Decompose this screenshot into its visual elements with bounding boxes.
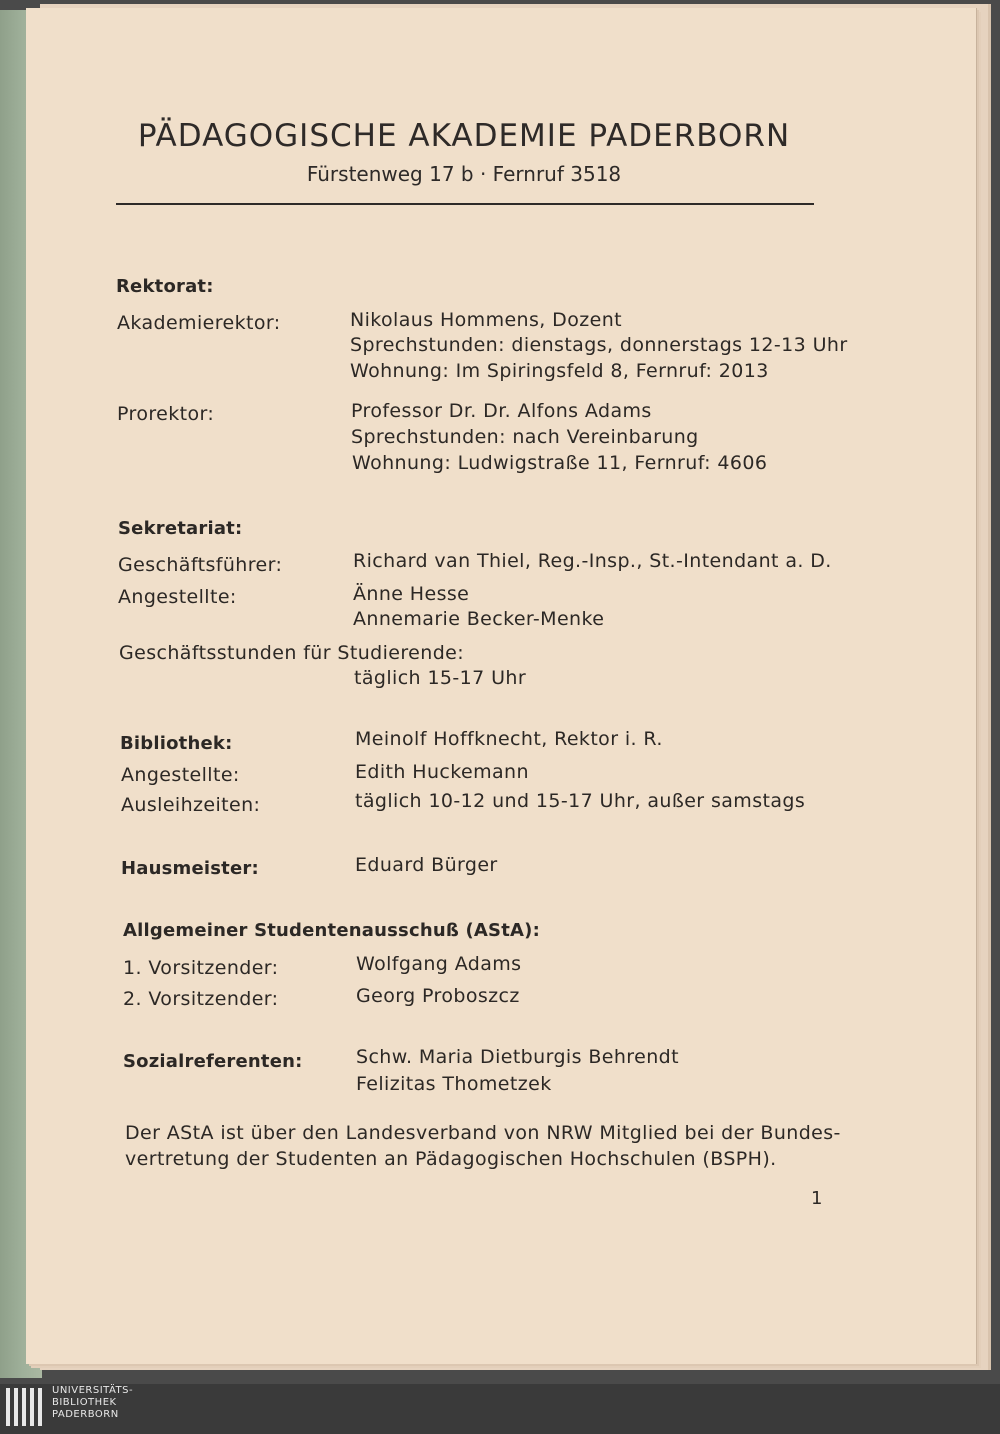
section-heading-sekretariat: Sekretariat: <box>118 518 243 539</box>
label-akademierektor: Akademierektor: <box>117 312 281 334</box>
section-heading-hausmeister: Hausmeister: <box>121 858 259 879</box>
library-logo-icon <box>6 1388 46 1428</box>
document-page <box>26 8 976 1364</box>
label-ausleihzeiten: Ausleihzeiten: <box>121 794 261 816</box>
label-sekretariat-angestellte: Angestellte: <box>118 586 237 608</box>
geschaeftsstunden-value: täglich 15-17 Uhr <box>354 667 527 689</box>
vorsitzender-2-value: Georg Proboszcz <box>356 985 520 1007</box>
label-bibliothek-angestellte: Angestellte: <box>121 764 240 786</box>
label-prorektor: Prorektor: <box>117 403 215 425</box>
akademierektor-hours: Sprechstunden: dienstags, donnerstags 12-13 Uhr <box>350 334 848 356</box>
bibliothek-angestellte-value: Edith Huckemann <box>355 761 529 783</box>
logo-line-2: BIBLIOTHEK <box>52 1397 117 1408</box>
label-geschaeftsstunden: Geschäftsstunden für Studierende: <box>119 642 465 664</box>
vorsitzender-1-value: Wolfgang Adams <box>356 953 522 975</box>
library-logo-text <box>52 1385 133 1421</box>
prorektor-address: Wohnung: Ludwigstraße 11, Fernruf: 4606 <box>352 452 768 474</box>
geschaeftsfuehrer-value: Richard van Thiel, Reg.-Insp., St.-Intendant a. D. <box>353 550 832 572</box>
section-heading-bibliothek: Bibliothek: <box>120 733 233 754</box>
section-heading-asta: Allgemeiner Studentenausschuß (AStA): <box>123 920 540 941</box>
ausleihzeiten-value: täglich 10-12 und 15-17 Uhr, außer samstags <box>355 790 806 812</box>
note-line-2: vertretung der Studenten an Pädagogischen Hochschulen (BSPH). <box>125 1148 777 1170</box>
logo-line-3: PADERBORN <box>52 1409 119 1420</box>
header-divider <box>116 203 814 205</box>
page-subtitle: Fürstenweg 17 b · Fernruf 3518 <box>306 162 622 186</box>
section-heading-rektorat: Rektorat: <box>116 276 214 297</box>
label-geschaeftsfuehrer: Geschäftsführer: <box>118 554 283 576</box>
hausmeister-value: Eduard Bürger <box>355 854 498 876</box>
sozialreferent-1: Schw. Maria Dietburgis Behrendt <box>356 1046 679 1068</box>
library-footer-bar <box>0 1384 1000 1434</box>
section-heading-sozialreferenten: Sozialreferenten: <box>123 1051 303 1072</box>
page-title: PÄDAGOGISCHE AKADEMIE PADERBORN <box>137 118 791 154</box>
sekretariat-angestellte-2: Annemarie Becker-Menke <box>353 608 605 630</box>
page-number: 1 <box>811 1188 823 1209</box>
sozialreferent-2: Felizitas Thometzek <box>356 1073 552 1095</box>
akademierektor-name: Nikolaus Hommens, Dozent <box>350 309 622 331</box>
prorektor-name: Professor Dr. Dr. Alfons Adams <box>351 400 652 422</box>
sekretariat-angestellte-1: Änne Hesse <box>353 583 470 605</box>
prorektor-hours: Sprechstunden: nach Vereinbarung <box>351 426 699 448</box>
logo-line-1: UNIVERSITÄTS- <box>52 1385 134 1396</box>
note-line-1: Der AStA ist über den Landesverband von NRW Mitglied bei der Bundes- <box>125 1122 841 1144</box>
label-vorsitzender-2: 2. Vorsitzender: <box>123 988 279 1010</box>
bibliothek-head-value: Meinolf Hoffknecht, Rektor i. R. <box>355 728 663 750</box>
label-vorsitzender-1: 1. Vorsitzender: <box>123 957 279 979</box>
akademierektor-address: Wohnung: Im Spiringsfeld 8, Fernruf: 2013 <box>350 360 769 382</box>
